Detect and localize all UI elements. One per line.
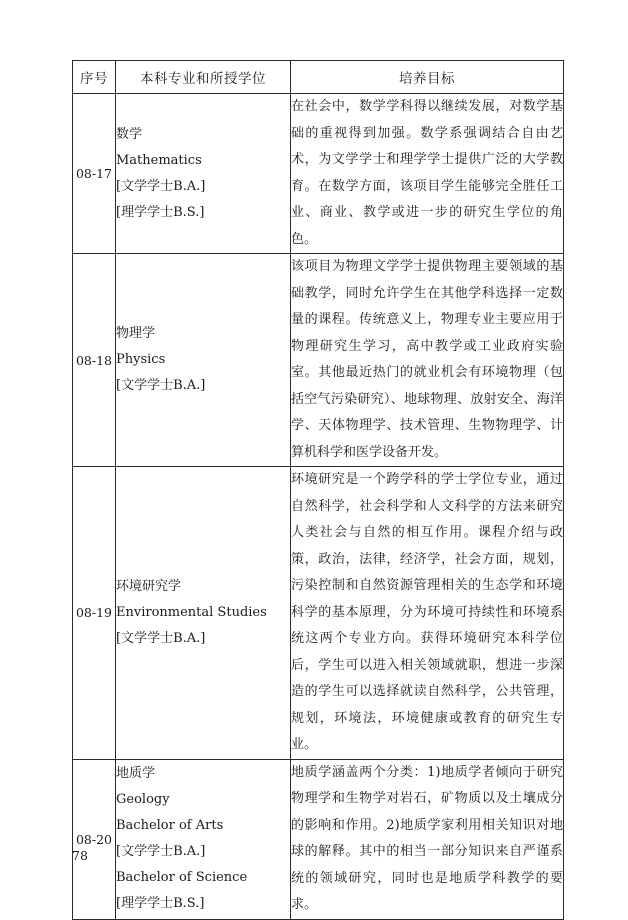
page-number: 78 bbox=[72, 848, 88, 863]
column-header-goal: 培养目标 bbox=[291, 61, 564, 94]
row-major-cell bbox=[116, 254, 291, 467]
table-header bbox=[73, 61, 564, 94]
table-row bbox=[73, 254, 564, 467]
row-major-cell bbox=[116, 94, 291, 254]
major-line: Physics bbox=[116, 352, 166, 367]
goal-text: 该项目为物理文学学士提供物理主要领域的基础教学，同时允许学生在其他学科选择一定数量的课程。传统意义上，物理专业主要应用于物理研究生学习，高中教学或工业政府实验室。其他最近热门的就业机会有环境物理（包括空气污染研究）、地球物理、放射安全、海洋学、天体物理学、技术管理、生物物理学、计算机科学和医学设备开发。 bbox=[291, 259, 563, 460]
column-header-no: 序号 bbox=[73, 61, 116, 94]
row-goal-cell bbox=[291, 254, 564, 467]
major-line: Bachelor of Arts bbox=[116, 818, 224, 833]
major-line: 物理学 bbox=[116, 326, 156, 341]
table-header-row bbox=[73, 61, 564, 94]
majors-table-container bbox=[72, 60, 563, 920]
row-goal-cell bbox=[291, 759, 564, 919]
row-goal-cell bbox=[291, 94, 564, 254]
row-code: 08-19 bbox=[73, 467, 116, 760]
goal-text: 环境研究是一个跨学科的学士学位专业，通过自然科学，社会科学和人文科学的方法来研究人类社会与自然的相互作用。课程介绍与政策，政治，法律，经济学，社会方面，规划，污染控制和自然资源管理相关的生态学和环境科学的基本原理，分为环境可持续性和环境系统这两个专业方向。获得环境研究本科学位后，学生可以进入相关领域就职，想进一步深造的学生可以选择就读自然科学，公共管理，规划，环境法，环境健康或教育的研究生专业。 bbox=[291, 472, 563, 752]
major-line: [文学学士B.A.] bbox=[116, 844, 206, 859]
major-line: [文学学士B.A.] bbox=[116, 378, 206, 393]
majors-table bbox=[72, 60, 564, 920]
row-code: 08-20 bbox=[73, 759, 116, 919]
major-line: Environmental Studies bbox=[116, 604, 267, 620]
major-line: 数学 bbox=[116, 126, 143, 142]
table-body bbox=[73, 94, 564, 920]
major-line: Bachelor of Science bbox=[116, 870, 248, 885]
major-line: Geology bbox=[116, 792, 170, 807]
goal-text: 在社会中，数学学科得以继续发展，对数学基础的重视得到加强。数学系强调结合自由艺术，为文学学士和理学学士提供广泛的大学教育。在数学方面，该项目学生能够完全胜任工业、商业、教学或进一步的研究生学位的角色。 bbox=[291, 99, 563, 247]
row-code: 08-18 bbox=[73, 254, 116, 467]
row-code: 08-17 bbox=[73, 94, 116, 254]
major-line: [文学学士B.A.] bbox=[116, 178, 206, 194]
major-line: 地质学 bbox=[116, 766, 156, 781]
column-header-major: 本科专业和所授学位 bbox=[116, 61, 291, 94]
major-line: Mathematics bbox=[116, 152, 202, 168]
major-line: [理学学士B.S.] bbox=[116, 204, 205, 220]
table-row bbox=[73, 467, 564, 760]
table-row bbox=[73, 759, 564, 919]
major-line: 环境研究学 bbox=[116, 578, 182, 594]
goal-text: 地质学涵盖两个分类：1)地质学者倾向于研究物理学和生物学对岩石，矿物质以及土壤成分的影响和作用。2)地质学家利用相关知识对地球的解释。其中的相当一部分知识来自严谨系统的领域研究，同时也是地质学科教学的要求。 bbox=[291, 764, 563, 912]
row-major-cell bbox=[116, 467, 291, 760]
major-line: [文学学士B.A.] bbox=[116, 630, 206, 646]
row-major-cell bbox=[116, 759, 291, 919]
row-goal-cell bbox=[291, 467, 564, 760]
major-line: [理学学士B.S.] bbox=[116, 896, 205, 911]
table-row bbox=[73, 94, 564, 254]
